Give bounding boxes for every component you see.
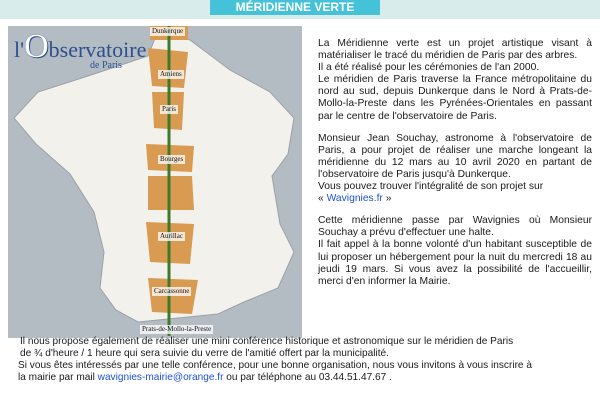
- wavignies-link[interactable]: Wavignies.fr: [326, 193, 383, 205]
- project-paragraph: [318, 181, 592, 205]
- logo-main-text: l'Observatoire: [14, 28, 147, 65]
- signup-suffix: ou par téléphone au 03.44.51.47.67 .: [223, 372, 392, 383]
- route-paragraph: Le méridien de Paris traverse la France métropolitaine du nord au sud, depuis Dunkerque dans le Nord à Prats-de-Mollo-la-Preste dans les Pyrénées-Orientales en passant par le centre de l'observatoire de Paris.: [318, 74, 592, 122]
- souchay-paragraph: Monsieur Jean Souchay, astronome à l'observatoire de Paris, a pour projet de réaliser une marche longeant la méridienne du 12 mars au 10 avril 2020 en partant de l'observatoire de Paris jusqu'à Dunkerque.: [318, 132, 592, 180]
- intro-column: [318, 38, 592, 288]
- link-close: »: [382, 193, 392, 205]
- city-label-paris: Paris: [162, 105, 176, 113]
- halt-paragraph: Cette méridienne passe par Wavignies où Monsieur Souchay a prévu d'effectuer une halte.: [318, 215, 592, 239]
- city-label-bourges: Bourges: [160, 155, 184, 163]
- link-open: «: [318, 193, 327, 205]
- bottom-text: [8, 336, 596, 384]
- observatoire-logo: [14, 28, 147, 71]
- page-title: MÉRIDIENNE VERTE: [210, 0, 380, 15]
- mairie-email-link[interactable]: wavignies-mairie@orange.fr: [97, 372, 224, 383]
- lodging-paragraph: Il fait appel à la bonne volonté d'un habitant susceptible de lui proposer un hébergement pour la nuit du mercredi 18 au jeudi 19 mars. Si vous avez la possibilité de l'accueillir, merci d'en informer la Mairie.: [318, 239, 592, 287]
- city-label-prats: Prats-de-Mollo-la-Preste: [142, 325, 212, 333]
- city-label-carcassonne: Carcassonne: [154, 287, 190, 295]
- project-text: Vous pouvez trouver l'intégralité de son projet sur: [318, 181, 544, 193]
- signup-prefix: la mairie par mail: [18, 372, 98, 383]
- conference-line-2: de ¾ d'heure / 1 heure qui sera suivie du verre de l'amitié offert par la municipalité.: [20, 348, 389, 359]
- city-label-dunkerque: Dunkerque: [152, 27, 184, 35]
- conference-line-1: Il nous propose également de réaliser une mini conférence historique et astronomique sur le méridien de Paris: [20, 336, 514, 347]
- logo-sub-text: de Paris: [90, 60, 122, 71]
- city-label-amiens: Amiens: [160, 70, 182, 78]
- signup-line-2: [8, 372, 596, 384]
- meridian-map: [8, 26, 302, 338]
- city-label-aurillac: Aurillac: [160, 232, 183, 240]
- intro-paragraph: La Méridienne verte est un projet artistique visant à matérialiser le tracé du méridien de Paris par des arbres.: [318, 38, 592, 62]
- signup-line-1: Si vous êtes intéressés par une telle conférence, pour une bonne organisation, nous vous invitons à vous inscrire à: [18, 360, 532, 371]
- header-banner: [0, 0, 600, 19]
- ceremony-paragraph: Il a été réalisé pour les cérémonies de l'an 2000.: [318, 62, 540, 74]
